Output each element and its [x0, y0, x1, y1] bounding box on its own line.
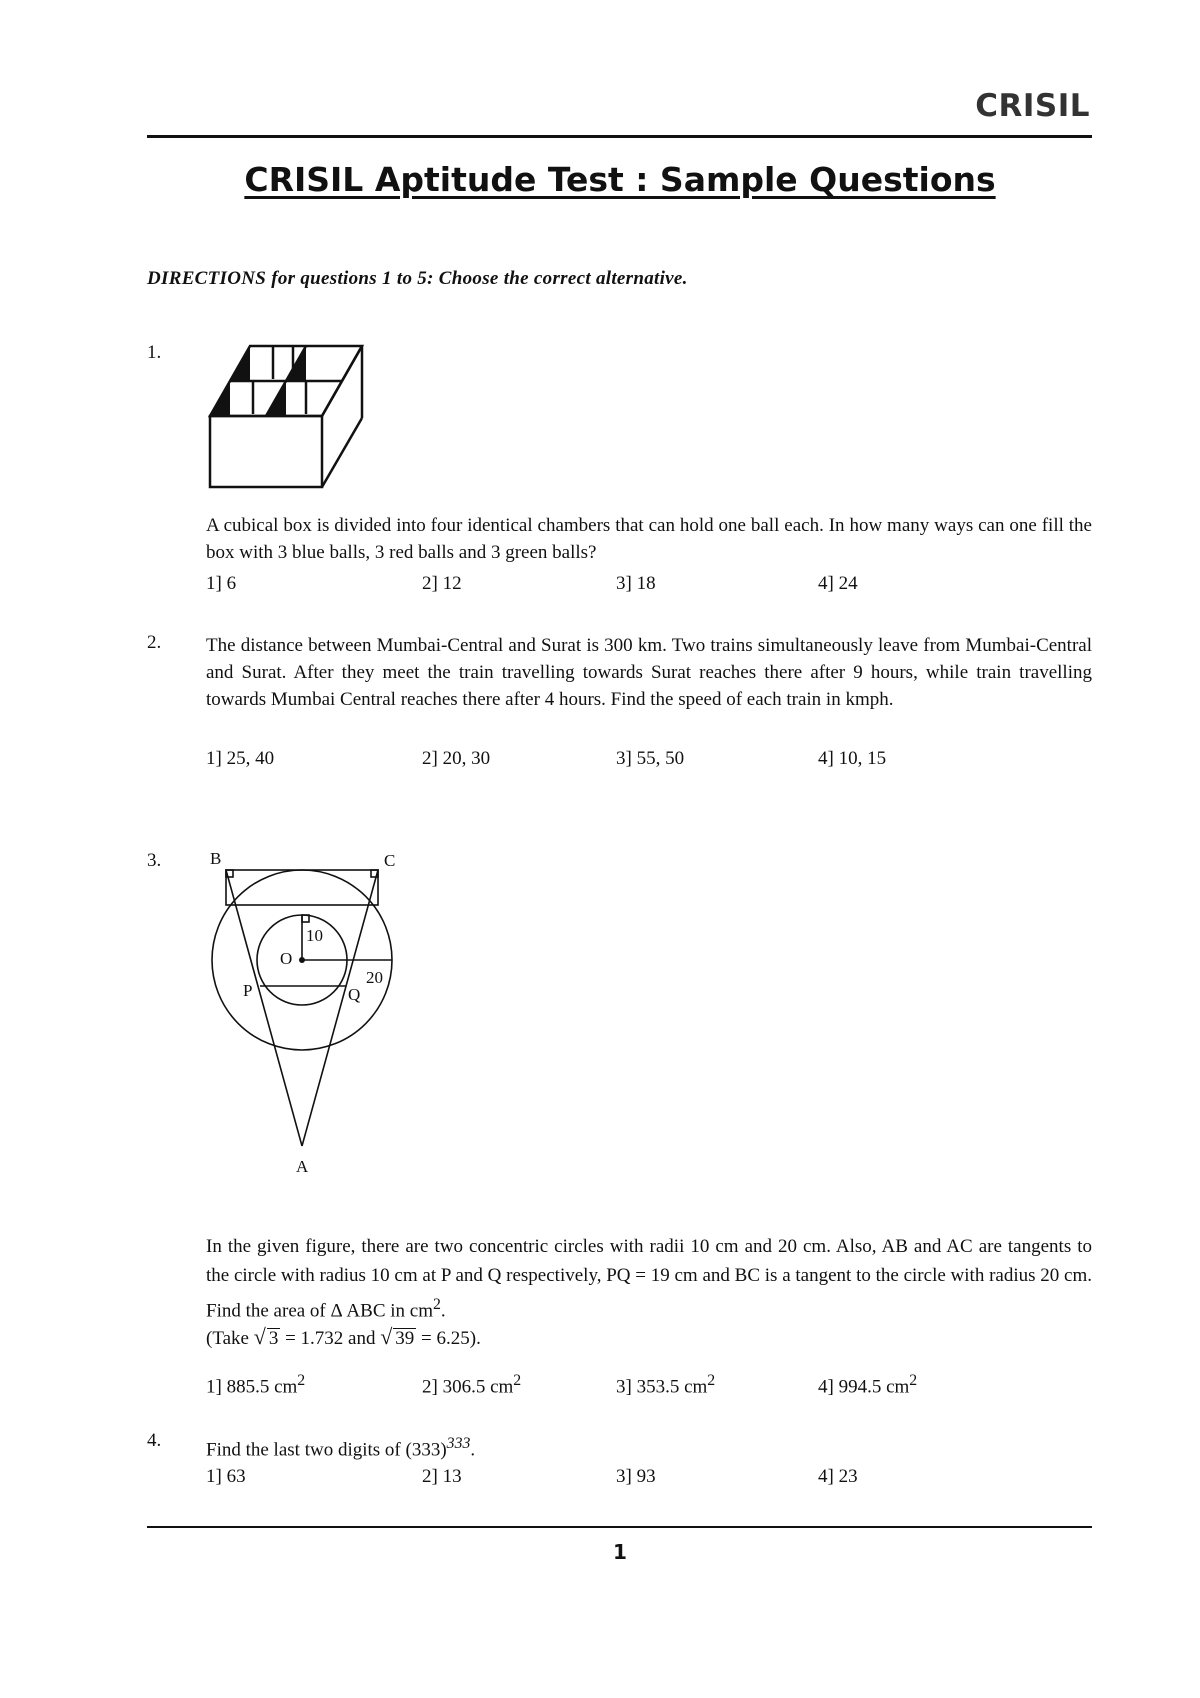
directions-text: DIRECTIONS for questions 1 to 5: Choose the correct alternative. [147, 268, 688, 289]
question-1-option-4[interactable]: 4] 24 [818, 573, 858, 594]
question-1-box-figure [200, 340, 380, 492]
label-radius-20: 20 [366, 968, 383, 987]
sqrt-symbol: √ [380, 1324, 393, 1349]
question-1-number: 1. [147, 342, 162, 363]
tangent-ab [226, 870, 302, 1146]
question-3-option-4[interactable]: 4] 994.5 $cm^2$ [818, 1372, 918, 1398]
question-3-option-2[interactable]: 2] 306.5 $cm^2$ [422, 1372, 522, 1398]
page-title: CRISIL Aptitude Test : Sample Questions [244, 160, 996, 199]
question-2-option-2[interactable]: 2] 20, 30 [422, 748, 491, 769]
sqrt-symbol: √ [253, 1324, 266, 1349]
question-2-options [206, 748, 1092, 774]
footer-rule [147, 1526, 1092, 1528]
label-o: O [280, 949, 293, 968]
question-4-number: 4. [147, 1430, 162, 1451]
brand-logo-text: CRISIL [975, 88, 1090, 124]
question-4-option-4[interactable]: 4] 23 [818, 1466, 858, 1487]
question-2-number: 2. [147, 632, 162, 653]
question-1-options [206, 573, 1092, 599]
question-2-option-3[interactable]: 3] 55, 50 [616, 748, 685, 769]
question-1-option-3[interactable]: 3] 18 [616, 573, 656, 594]
question-3-take-line: (Take √ 3 = 1.732 and √ 39 = 6.25). [206, 1324, 481, 1349]
question-4-text: Find the last two digits of $(333)^{333}$. [206, 1435, 476, 1461]
question-4-option-2[interactable]: 2] 13 [422, 1466, 462, 1487]
label-a: A [296, 1157, 309, 1176]
question-3-option-3[interactable]: 3] 353.5 $cm^2$ [616, 1372, 716, 1398]
header-rule [147, 135, 1092, 138]
question-4-option-3[interactable]: 3] 93 [616, 1466, 656, 1487]
question-1-text: A cubical box is divided into four identical chambers that can hold one ball each. In how many ways can one fill the box with 3 blue balls, 3 red balls and 3 green balls? [206, 515, 1092, 563]
question-3-number: 3. [147, 850, 162, 871]
question-4-options [206, 1466, 1092, 1492]
question-4-option-1[interactable]: 1] 63 [206, 1466, 246, 1487]
question-2-text: The distance between Mumbai-Central and Surat is 300 km. Two trains simultaneously leave from Mumbai-Central and Surat. After they meet the train travelling towards Surat reaches there after 9 hours, while train travelling towards Mumbai Central reaches there after 4 hours. Find the speed of each train in kmph. [206, 635, 1092, 710]
question-3-circle-figure [200, 846, 400, 1182]
label-radius-10: 10 [306, 926, 323, 945]
label-p: P [243, 981, 253, 1000]
page-number: 1 [613, 1540, 627, 1564]
question-2-option-1[interactable]: 1] 25, 40 [206, 748, 275, 769]
question-3-option-1[interactable]: 1] 885.5 $cm^2$ [206, 1372, 306, 1398]
label-c: C [384, 851, 396, 870]
question-1-option-2[interactable]: 2] 12 [422, 573, 462, 594]
tangent-ac [302, 870, 378, 1146]
question-3-text: In the given figure, there are two concentric circles with radii 10 cm and 20 cm. Also, AB and AC are tangents to the circle with radius 10 cm at P and Q respectively, PQ = 19 cm and BC is a tangent to the circle with radius 20 cm. Find the area of Δ ABC in $cm^2$. [206, 1236, 1092, 1322]
label-b: B [210, 849, 222, 868]
question-1-option-1[interactable]: 1] 6 [206, 573, 237, 594]
question-3-options [206, 1372, 1092, 1398]
question-2-option-4[interactable]: 4] 10, 15 [818, 748, 887, 769]
label-q: Q [348, 985, 361, 1004]
